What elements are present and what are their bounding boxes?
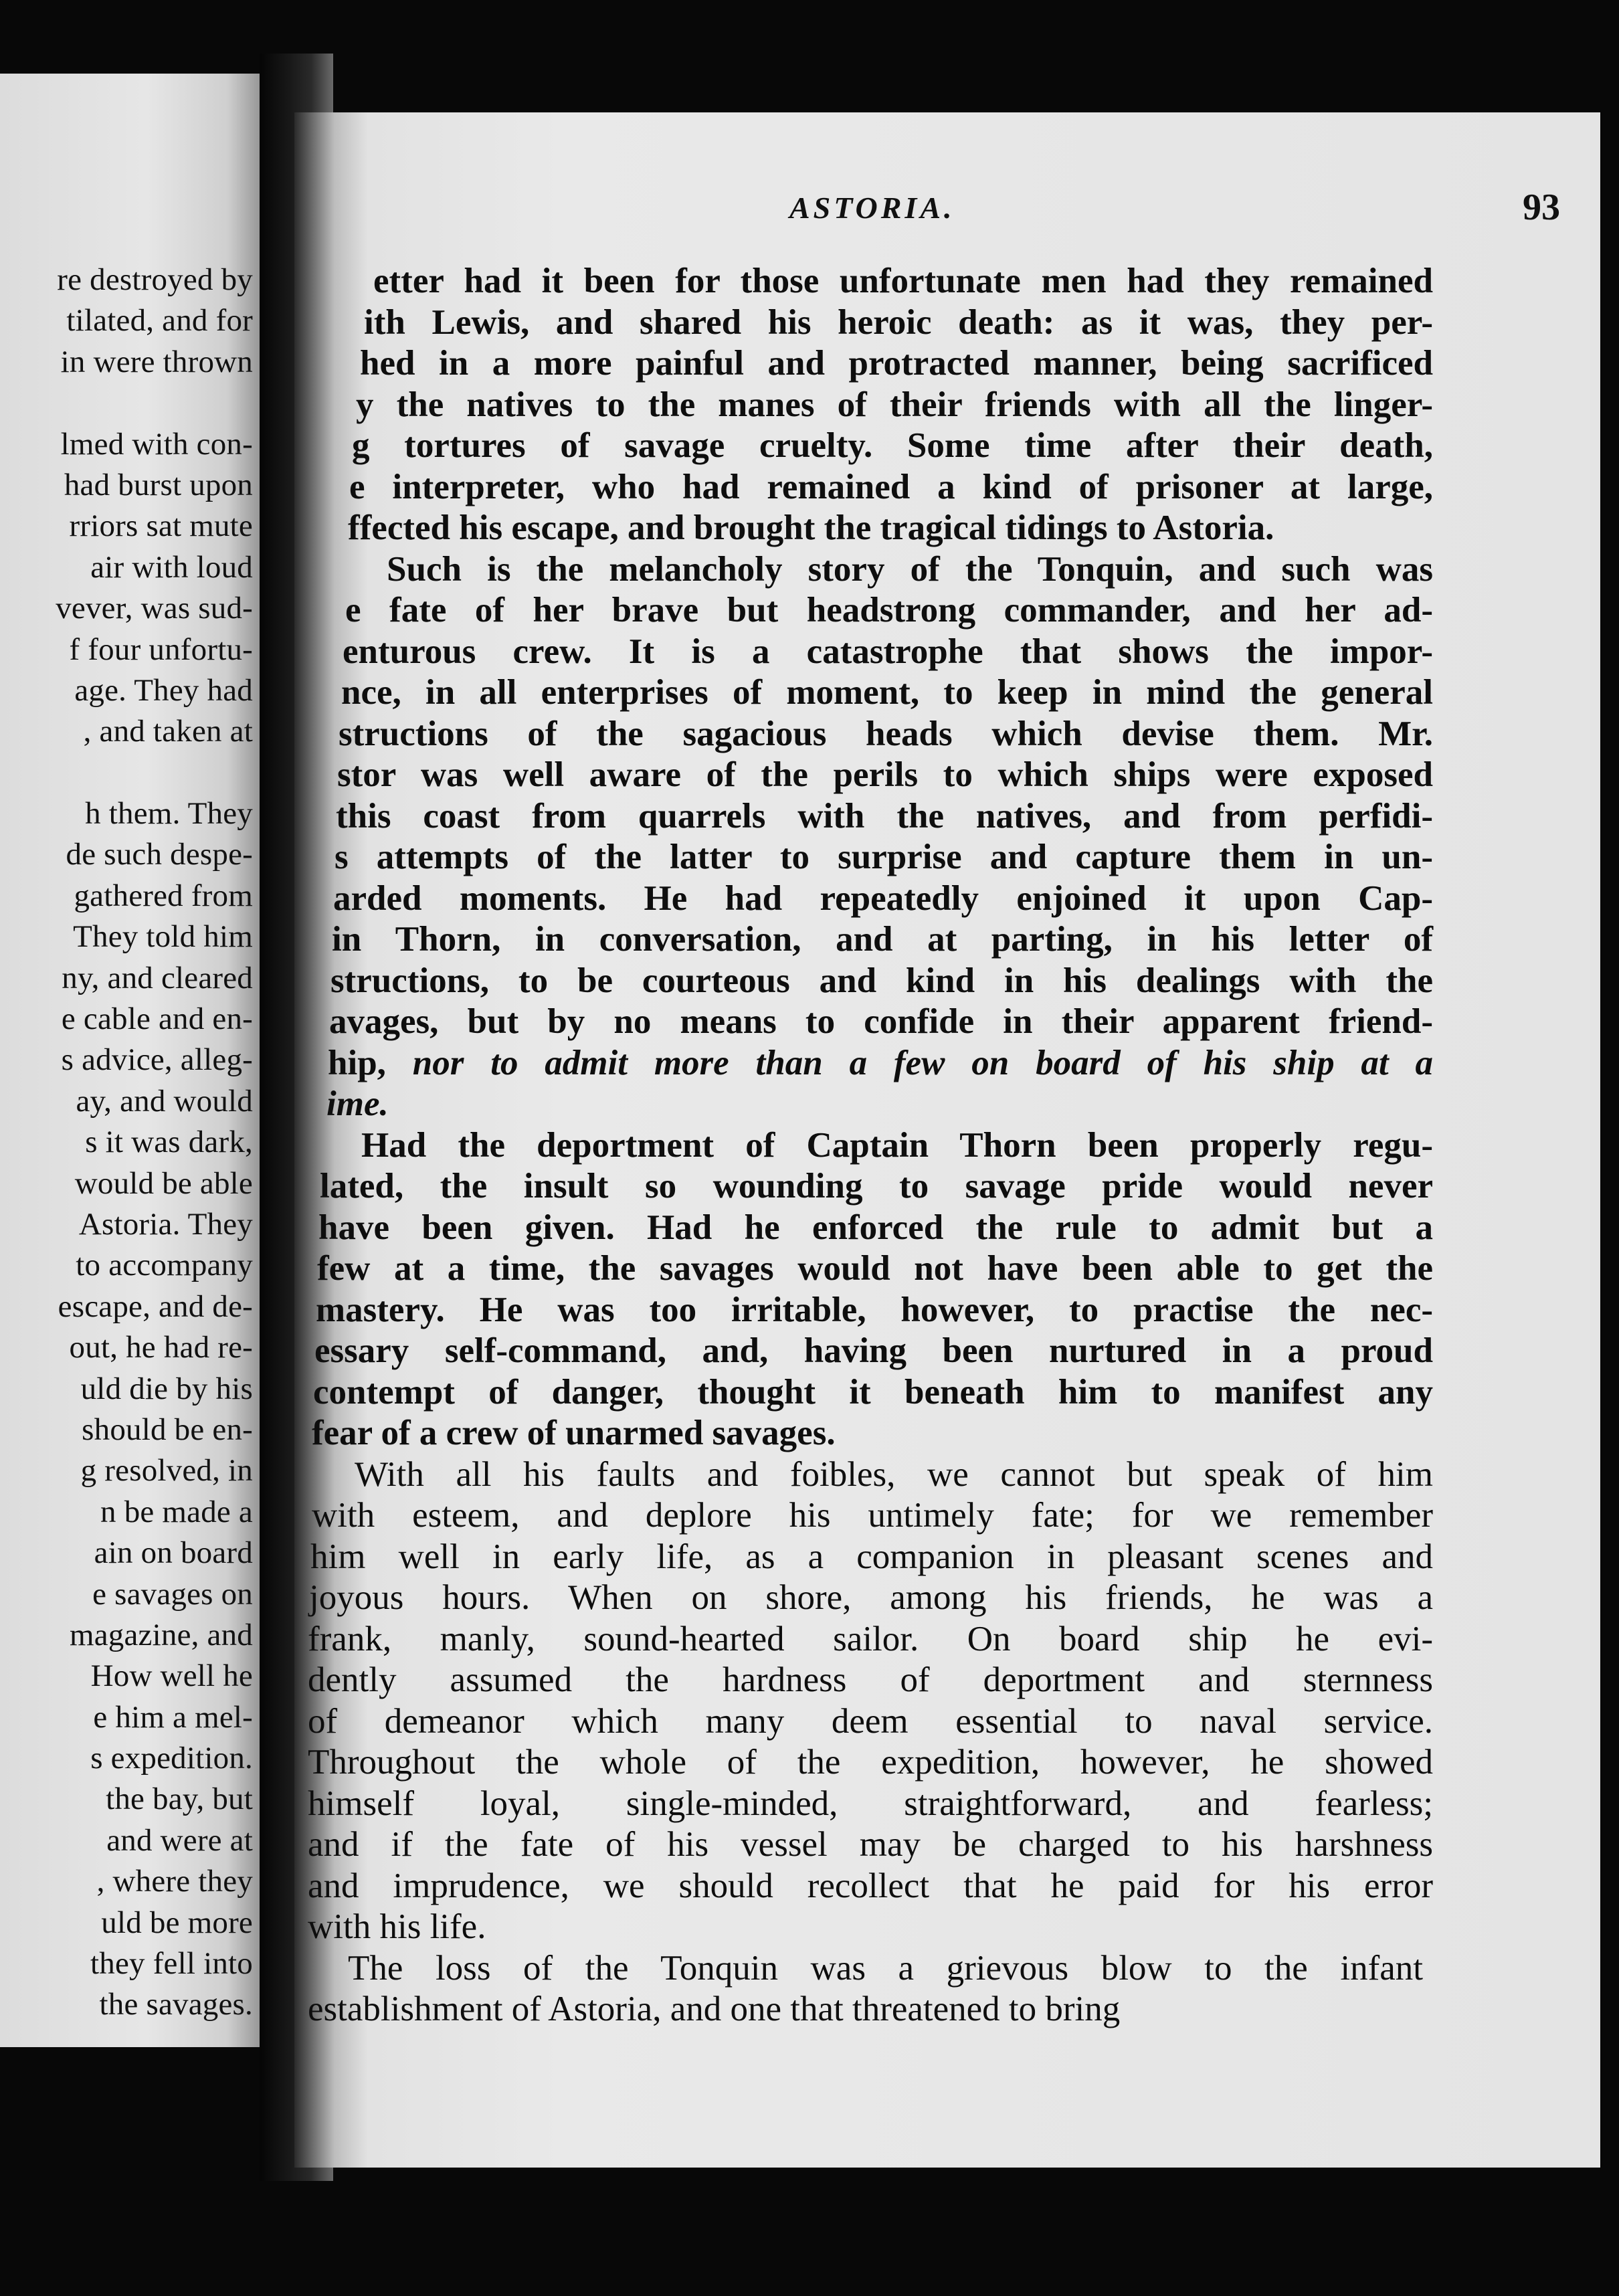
left-page-line: had burst upon: [64, 467, 253, 502]
text-line: Had the deportment of Captain Thorn been properly regu-: [361, 1125, 1433, 1165]
left-page-line: [0, 753, 268, 793]
left-page-line: in were thrown: [60, 344, 253, 379]
left-page-line: re destroyed by: [57, 262, 253, 297]
text-line: establishment of Astoria, and one that threatened to bring: [308, 1990, 1121, 2028]
text-line: Throughout the whole of the expedition, however, he showed: [308, 1743, 1433, 1782]
running-head: [294, 187, 1600, 244]
text-line: in Thorn, in conversation, and at parting, in his letter of: [332, 920, 1433, 959]
text-line: nce, in all enterprises of moment, to keep in mind the general: [341, 673, 1433, 712]
left-page-line: rriors sat mute: [69, 508, 253, 544]
left-page-fragment: [0, 74, 268, 2047]
left-page-line: h them. They: [85, 796, 253, 832]
text-line: The loss of the Tonquin was a grievous blow to the infant: [348, 1948, 1423, 1988]
left-page-line: uld be more: [101, 1905, 253, 1940]
left-page-line: magazine, and: [69, 1617, 253, 1652]
left-page-line: the savages.: [99, 1987, 253, 2022]
left-page-line: ain on board: [94, 1535, 253, 1571]
text-line: joyous hours. When on shore, among his friends, he was a: [309, 1578, 1433, 1617]
text-line: with his life.: [308, 1907, 486, 1946]
left-page-line: ay, and would: [76, 1083, 253, 1119]
left-page-line: [0, 383, 268, 423]
text-line: this coast from quarrels with the natives, and from perfidi-: [336, 796, 1433, 836]
body-text: [294, 261, 1600, 2030]
left-page-line: , and taken at: [83, 714, 253, 749]
italic-text-span: ime.: [326, 1084, 389, 1123]
left-page-line: to accompany: [76, 1248, 253, 1283]
text-line: hed in a more painful and protracted manner, being sacrificed: [360, 344, 1433, 383]
text-line: have been given. Had he enforced the rule to admit but a: [318, 1208, 1433, 1247]
text-line: lated, the insult so wounding to savage pride would never: [320, 1167, 1433, 1206]
text-line: ith Lewis, and shared his heroic death: as it was, they per-: [364, 302, 1433, 342]
left-page-line: How well he: [90, 1658, 253, 1694]
left-page-line: out, he had re-: [69, 1330, 253, 1365]
text-line: etter had it been for those unfortunate men had they remained: [373, 262, 1433, 300]
left-page-line: air with loud: [90, 549, 253, 585]
text-span: hip,: [328, 1043, 413, 1082]
left-page-line: f four unfortu-: [69, 632, 253, 667]
left-page-line: de such despe-: [66, 837, 253, 872]
text-line: and if the fate of his vessel may be charged to his harshness: [308, 1825, 1433, 1864]
text-line: frank, manly, sound-hearted sailor. On board ship he evi-: [308, 1619, 1433, 1658]
text-line: [294, 1084, 1600, 1125]
left-page-line: would be able: [74, 1165, 253, 1201]
left-page-line: e savages on: [92, 1576, 253, 1612]
left-page-line: , where they: [96, 1864, 253, 1899]
left-page-line: and were at: [106, 1822, 253, 1858]
text-line: and imprudence, we should recollect that he paid for his error: [308, 1866, 1433, 1905]
page-number: 93: [1523, 187, 1560, 228]
text-line: Such is the melancholy story of the Tonquin, and such was: [387, 549, 1433, 589]
text-line: contempt of danger, thought it beneath him to manifest any: [313, 1372, 1433, 1412]
left-page-line: the bay, but: [106, 1782, 253, 1817]
left-page-line: age. They had: [74, 672, 253, 708]
text-line: him well in early life, as a companion in pleasant scenes and: [310, 1537, 1433, 1576]
left-page-line: s it was dark,: [85, 1125, 253, 1160]
text-line: few at a time, the savages would not have been able to get the: [317, 1249, 1433, 1288]
text-line: e fate of her brave but headstrong commander, and her ad-: [345, 591, 1433, 630]
left-page-line: ny, and cleared: [62, 960, 253, 995]
text-line: dently assumed the hardness of deportment and sternness: [308, 1660, 1433, 1699]
left-page-line: gathered from: [74, 878, 253, 913]
text-line: With all his faults and foibles, we cannot but speak of him: [355, 1454, 1433, 1494]
left-page-line: they fell into: [90, 1946, 253, 1982]
text-line: structions of the sagacious heads which devise them. Mr.: [339, 714, 1433, 753]
left-page-line: escape, and de-: [58, 1288, 253, 1324]
text-line: [294, 1043, 1600, 1084]
text-line: with esteem, and deplore his untimely fate; for we remember: [312, 1496, 1433, 1535]
left-page-line: e cable and en-: [61, 1001, 253, 1037]
left-page-text: [0, 260, 268, 2026]
text-line: fear of a crew of unarmed savages.: [312, 1414, 836, 1452]
left-page-line: s expedition.: [90, 1741, 253, 1776]
text-line: structions, to be courteous and kind in his dealings with the: [330, 961, 1433, 1000]
text-line: of demeanor which many deem essential to naval service.: [308, 1701, 1433, 1741]
text-line: y the natives to the manes of their friends with all the linger-: [356, 385, 1433, 424]
left-page-line: tilated, and for: [66, 303, 253, 339]
left-page-line: vever, was sud-: [56, 591, 253, 626]
right-page: [294, 112, 1600, 2168]
left-page-line: e him a mel-: [93, 1699, 253, 1735]
text-line: s attempts of the latter to surprise and capture them in un-: [335, 838, 1433, 876]
text-line: arded moments. He had repeatedly enjoined it upon Cap-: [333, 878, 1433, 918]
left-page-line: Astoria. They: [78, 1206, 253, 1242]
left-page-line: lmed with con-: [60, 426, 253, 462]
left-page-line: They told him: [73, 919, 253, 955]
text-line: himself loyal, single-minded, straightforward, and fearless;: [308, 1784, 1433, 1823]
text-line: stor was well aware of the perils to which ships were exposed: [337, 755, 1433, 794]
text-line: ffected his escape, and brought the tragical tidings to Astoria.: [348, 508, 1274, 547]
left-page-line: s advice, alleg-: [61, 1042, 253, 1078]
text-line: mastery. He was too irritable, however, to practise the nec-: [316, 1290, 1433, 1329]
italic-text-span: nor to admit more than a few on board of his ship at a: [412, 1043, 1433, 1082]
text-line: essary self-command, and, having been nurtured in a proud: [314, 1331, 1433, 1370]
left-page-line: should be en-: [82, 1412, 253, 1447]
text-line: avages, but by no means to confide in their apparent friend-: [329, 1002, 1433, 1041]
left-page-line: uld die by his: [80, 1371, 253, 1406]
left-page-line: g resolved, in: [80, 1453, 253, 1489]
left-page-line: n be made a: [100, 1494, 253, 1529]
text-line: g tortures of savage cruelty. Some time after their death,: [352, 426, 1433, 465]
text-line: e interpreter, who had remained a kind of prisoner at large,: [349, 467, 1433, 506]
running-head-title: ASTORIA.: [789, 191, 955, 225]
text-line: enturous crew. It is a catastrophe that shows the impor-: [343, 632, 1433, 671]
